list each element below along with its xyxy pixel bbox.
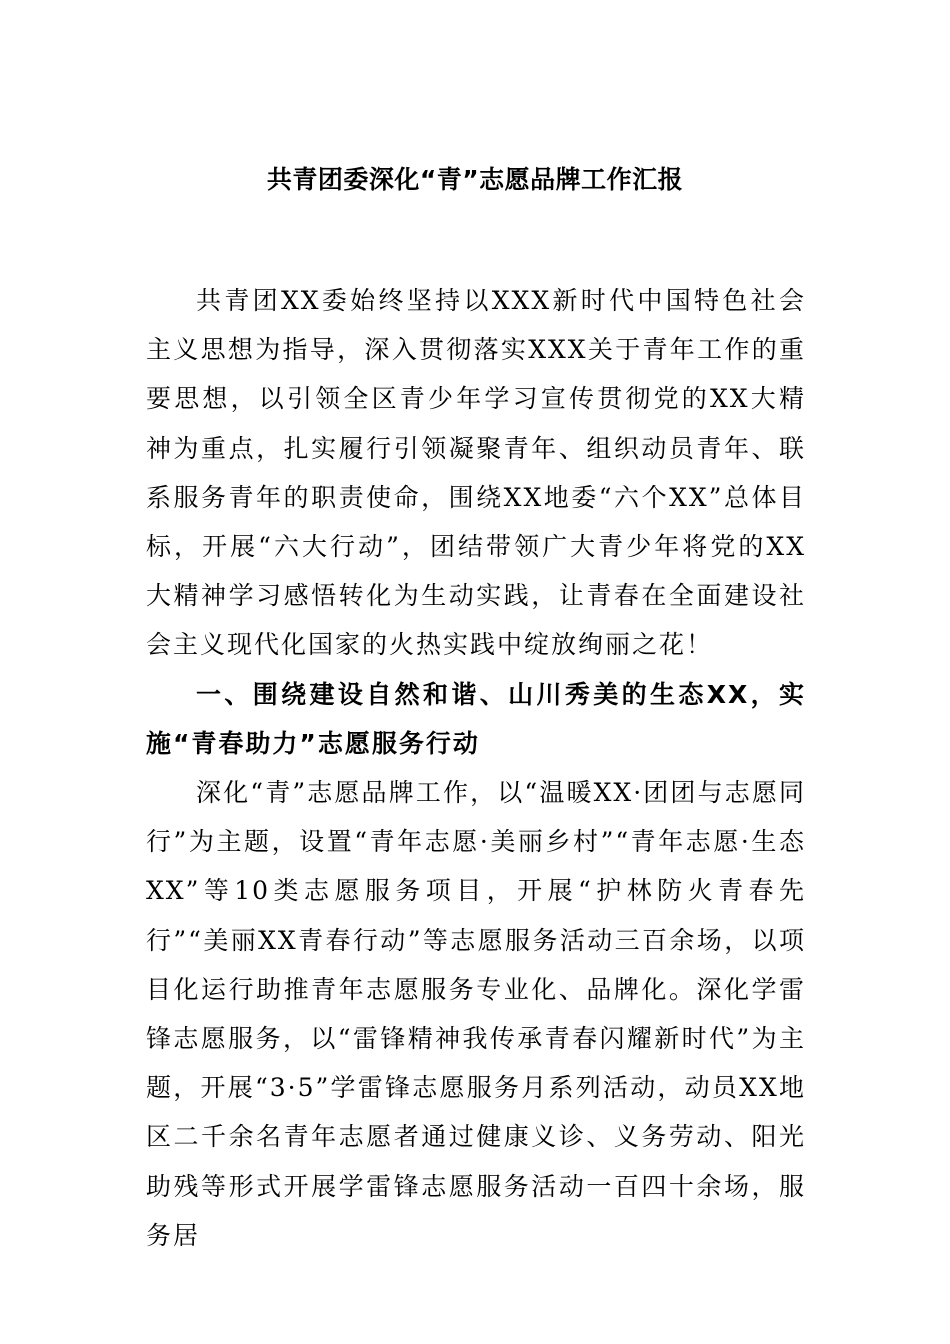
intro-paragraph: 共青团XX委始终坚持以XXX新时代中国特色社会主义思想为指导，深入贯彻落实XXX关于青年工作的重要思想，以引领全区青少年学习宣传贯彻党的XX大精神为重点，扎实履行引领凝聚青年、组织动员青年、联系服务青年的职责使命，围绕XX地委“六个XX”总体目标，开展“六大行动”，团结带领广大青少年将党的XX大精神学习感悟转化为生动实践，让青春在全面建设社会主义现代化国家的火热实践中绽放绚丽之花！ xyxy=(146,286,806,660)
section-heading-1: 一、围绕建设自然和谐、山川秀美的生态XX，实施“青春助力”志愿服务行动 xyxy=(146,679,806,758)
section-paragraph-1: 深化“青”志愿品牌工作，以“温暖XX·团团与志愿同行”为主题，设置“青年志愿·美丽乡村”“青年志愿·生态XX”等10类志愿服务项目，开展“护林防火青春先行”“美丽XX青春行动”等志愿服务活动三百余场，以项目化运行助推青年志愿服务专业化、品牌化。深化学雷锋志愿服务，以“雷锋精神我传承青春闪耀新时代”为主题，开展“3·5”学雷锋志愿服务月系列活动，动员XX地区二千余名青年志愿者通过健康义诊、义务劳动、阳光助残等形式开展学雷锋志愿服务活动一百四十余场，服务居 xyxy=(146,778,806,1250)
document-body xyxy=(146,276,806,1260)
document-title: 共青团委深化“青”志愿品牌工作汇报 xyxy=(266,165,684,194)
